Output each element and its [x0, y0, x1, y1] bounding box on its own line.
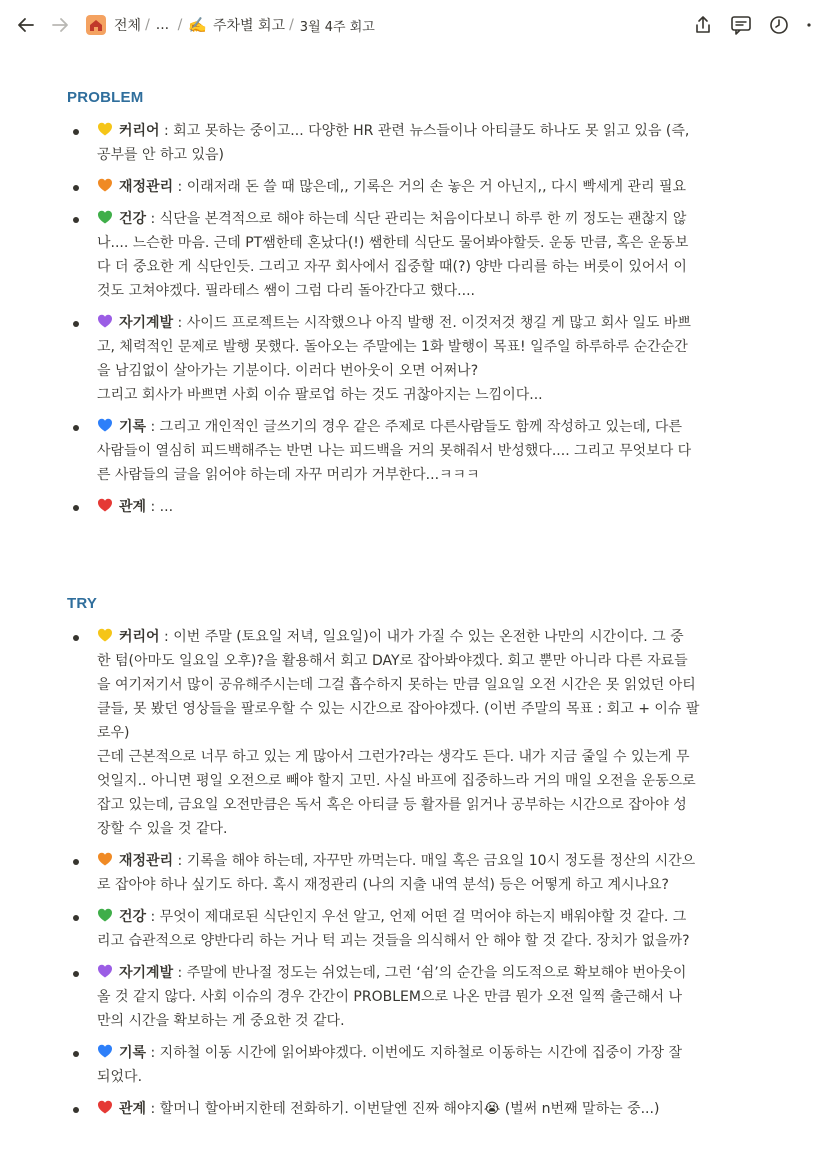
item-text-line: 리고 습관적으로 양반다리 하는 거나 턱 괴는 것들을 의식해서 안 해야 할 것 같다. 장치가 없을까?: [97, 933, 690, 949]
problem-list: [0, 119, 821, 519]
green-heart-icon: [97, 209, 113, 225]
blue-heart-icon: [97, 1043, 113, 1059]
item-text-line: 그리고 회사가 바쁘면 사회 이슈 팔로업 하는 것도 귀찮아지는 느낌이다...: [97, 387, 543, 403]
clock-icon[interactable]: [767, 13, 791, 37]
item-first-line: [97, 1097, 773, 1121]
item-text: : 기록을 해야 하는데, 자꾸만 까먹는다. 매일 혹은 금요일 10시 정도를 정산의 시간으: [173, 853, 696, 869]
item-label: 관계: [119, 1101, 147, 1117]
item-first-line: [97, 311, 773, 335]
item-first-line: [97, 119, 773, 143]
item-first-line: [97, 961, 773, 985]
item-text-line: 한 텀(아마도 일요일 오후)?을 활용해서 회고 DAY로 잡아봐야겠다. 회고 뿐만 아니라 다른 자료들: [97, 653, 688, 669]
breadcrumb-parent[interactable]: 주차별 회고: [213, 18, 286, 34]
list-item: [0, 119, 821, 167]
item-text-line: 올 것 같지 않다. 사회 이슈의 경우 간간이 PROBLEM으로 나온 만큼 뭔가 오전 일찍 출근해서 나: [97, 989, 683, 1005]
breadcrumb-current[interactable]: 3월 4주 회고: [299, 19, 375, 35]
item-text: : 사이드 프로젝트는 시작했으나 아직 발행 전. 이것저것 챙길 게 많고 회사 일도 바쁘: [173, 315, 691, 331]
list-item: [0, 905, 821, 953]
breadcrumb: [86, 13, 375, 37]
item-text-line: 클들, 못 봤던 영상들을 팔로우할 수 있는 시간으로 잡아야겠다. (이번 주말의 목표 : 회고 + 이슈 팔: [97, 701, 700, 717]
breadcrumb-separator: /: [145, 17, 150, 33]
item-text-line: 만의 시간을 확보하는 게 중요한 것 같다.: [97, 1013, 345, 1029]
item-text-line: 것도 고쳐야겠다. 필라테스 쌤이 그럼 다리 돌아간다고 했다....: [97, 283, 475, 299]
item-first-line: [97, 1041, 773, 1065]
item-text-line: 로우): [97, 725, 130, 741]
item-first-line: [97, 415, 773, 439]
list-item: [0, 207, 821, 303]
item-first-line: [97, 495, 773, 519]
top-bar: [0, 0, 821, 50]
orange-heart-icon: [97, 177, 113, 193]
item-text: : 식단을 본격적으로 해야 하는데 식단 관리는 처음이다보니 하루 한 끼 정도는 괜찮지 않: [146, 211, 687, 227]
item-first-line: [97, 625, 773, 649]
section-title-try: TRY: [67, 595, 98, 612]
item-text-line: 잡고 있는데, 금요일 오전만큼은 독서 혹은 아티클 등 활자를 읽거나 공부하는 시간으로 잡아야 성: [97, 797, 687, 813]
forward-arrow-icon[interactable]: [48, 13, 72, 37]
item-label: 커리어: [119, 123, 160, 139]
item-first-line: [97, 849, 773, 873]
item-text-line: 공부를 안 하고 있음): [97, 147, 225, 163]
red-heart-icon: [97, 497, 113, 513]
breadcrumb-home[interactable]: 전체: [114, 18, 142, 34]
item-text: : 무엇이 제대로된 식단인지 우선 알고, 언제 어떤 걸 먹어야 하는지 배워야할 것 같다. 그: [146, 909, 687, 925]
item-text-line: 고, 체력적인 문제로 발행 못했다. 돌아오는 주말에는 1화 발행이 목표! 일주일 하루하루 순간순간: [97, 339, 688, 355]
item-text-line: 로 잡아야 하나 싶기도 하다. 혹시 재정관리 (나의 지출 내역 분석) 등은 어떻게 하고 계시나요?: [97, 877, 669, 893]
item-text-line: 다 더 중요한 게 식단인듯. 그리고 자꾸 회사에서 집중할 때(?) 양반 다리를 하는 버릇이 있어서 이: [97, 259, 687, 275]
item-label: 기록: [119, 1045, 147, 1061]
comment-icon[interactable]: [729, 13, 753, 37]
breadcrumb-separator: /: [173, 17, 183, 33]
item-label: 재정관리: [119, 853, 174, 869]
list-item: [0, 175, 821, 199]
share-icon[interactable]: [691, 13, 715, 37]
item-text: : ...: [146, 499, 174, 515]
item-first-line: [97, 905, 773, 929]
writing-hand-icon: ✍️: [188, 16, 207, 34]
item-label: 재정관리: [119, 179, 174, 195]
section-title-problem: PROBLEM: [67, 89, 144, 106]
item-text: : 주말에 반나절 정도는 쉬었는데, 그런 ‘쉼’의 순간을 의도적으로 확보해야 번아웃이: [173, 965, 687, 981]
item-label: 관계: [119, 499, 147, 515]
yellow-heart-icon: [97, 627, 113, 643]
list-item: [0, 1097, 821, 1121]
item-text: : 이래저래 돈 쓸 때 많은데,, 기록은 거의 손 놓은 거 아닌지,, 다시 빡세게 관리 필요: [173, 179, 687, 195]
green-heart-icon: [97, 907, 113, 923]
try-list: [0, 625, 821, 1121]
list-item: [0, 961, 821, 1033]
list-item: [0, 311, 821, 407]
item-text-line: 나.... 느슨한 마음. 근데 PT쌤한테 혼났다(!) 쌤한테 식단도 물어봐야할듯. 운동 만큼, 혹은 운동보: [97, 235, 689, 251]
item-text: : 이번 주말 (토요일 저녁, 일요일)이 내가 가질 수 있는 온전한 나만의 시간이다. 그 중: [159, 629, 684, 645]
item-text-line: 을 남김없이 살아가는 기분이다. 이러다 번아웃이 오면 어쩌나?: [97, 363, 479, 379]
item-first-line: [97, 207, 773, 231]
item-text: : 회고 못하는 중이고... 다양한 HR 관련 뉴스들이나 아티클도 하나도 못 읽고 있음 (즉,: [159, 123, 690, 139]
item-label: 기록: [119, 419, 147, 435]
purple-heart-icon: [97, 963, 113, 979]
item-text: : 지하철 이동 시간에 읽어봐야겠다. 이번에도 지하철로 이동하는 시간에 집중이 가장 잘: [146, 1045, 682, 1061]
list-item: [0, 1041, 821, 1089]
breadcrumb-ellipsis[interactable]: ...: [155, 17, 170, 33]
item-label: 건강: [119, 909, 147, 925]
orange-heart-icon: [97, 851, 113, 867]
breadcrumb-separator: /: [289, 17, 294, 33]
item-text-line: 엇일지.. 아니면 평일 오전으로 빼야 할지 고민. 사실 바프에 집중하느라 거의 매일 오전을 운동으로: [97, 773, 696, 789]
purple-heart-icon: [97, 313, 113, 329]
more-icon[interactable]: [797, 13, 821, 37]
item-text: : 할머니 할아버지한테 전화하기. 이번달엔 진짜 해야지😭 (벌써 n번째 말하는 중...): [146, 1101, 660, 1117]
list-item: [0, 849, 821, 897]
yellow-heart-icon: [97, 121, 113, 137]
item-text-line: 근데 근본적으로 너무 하고 있는 게 많아서 그런가?라는 생각도 든다. 내가 지금 줄일 수 있는게 무: [97, 749, 690, 765]
item-text: : 그리고 개인적인 글쓰기의 경우 같은 주제로 다른사람들도 함께 작성하고 있는데, 다른: [146, 419, 682, 435]
toolbar-actions: [691, 13, 821, 37]
item-first-line: [97, 175, 773, 199]
list-item: [0, 625, 821, 841]
item-text-line: 른 사람들의 글을 읽어야 하는데 자꾸 머리가 거부한다...ㅋㅋㅋ: [97, 467, 480, 483]
red-heart-icon: [97, 1099, 113, 1115]
home-icon[interactable]: [86, 15, 106, 35]
item-text-line: 장할 수 있을 것 같다.: [97, 821, 228, 837]
item-text-line: 을 여기저기서 많이 공유해주시는데 그걸 흡수하지 못하는 만큼 일요일 오전 시간은 못 읽었던 아티: [97, 677, 696, 693]
item-label: 커리어: [119, 629, 160, 645]
item-text-line: 되었다.: [97, 1069, 143, 1085]
back-arrow-icon[interactable]: [14, 13, 38, 37]
item-label: 건강: [119, 211, 147, 227]
item-text-line: 사람들이 열심히 피드백해주는 반면 나는 피드백을 거의 못해줘서 반성했다.... 그리고 무엇보다 다: [97, 443, 692, 459]
item-label: 자기계발: [119, 315, 174, 331]
list-item: [0, 495, 821, 519]
item-label: 자기계발: [119, 965, 174, 981]
list-item: [0, 415, 821, 487]
blue-heart-icon: [97, 417, 113, 433]
